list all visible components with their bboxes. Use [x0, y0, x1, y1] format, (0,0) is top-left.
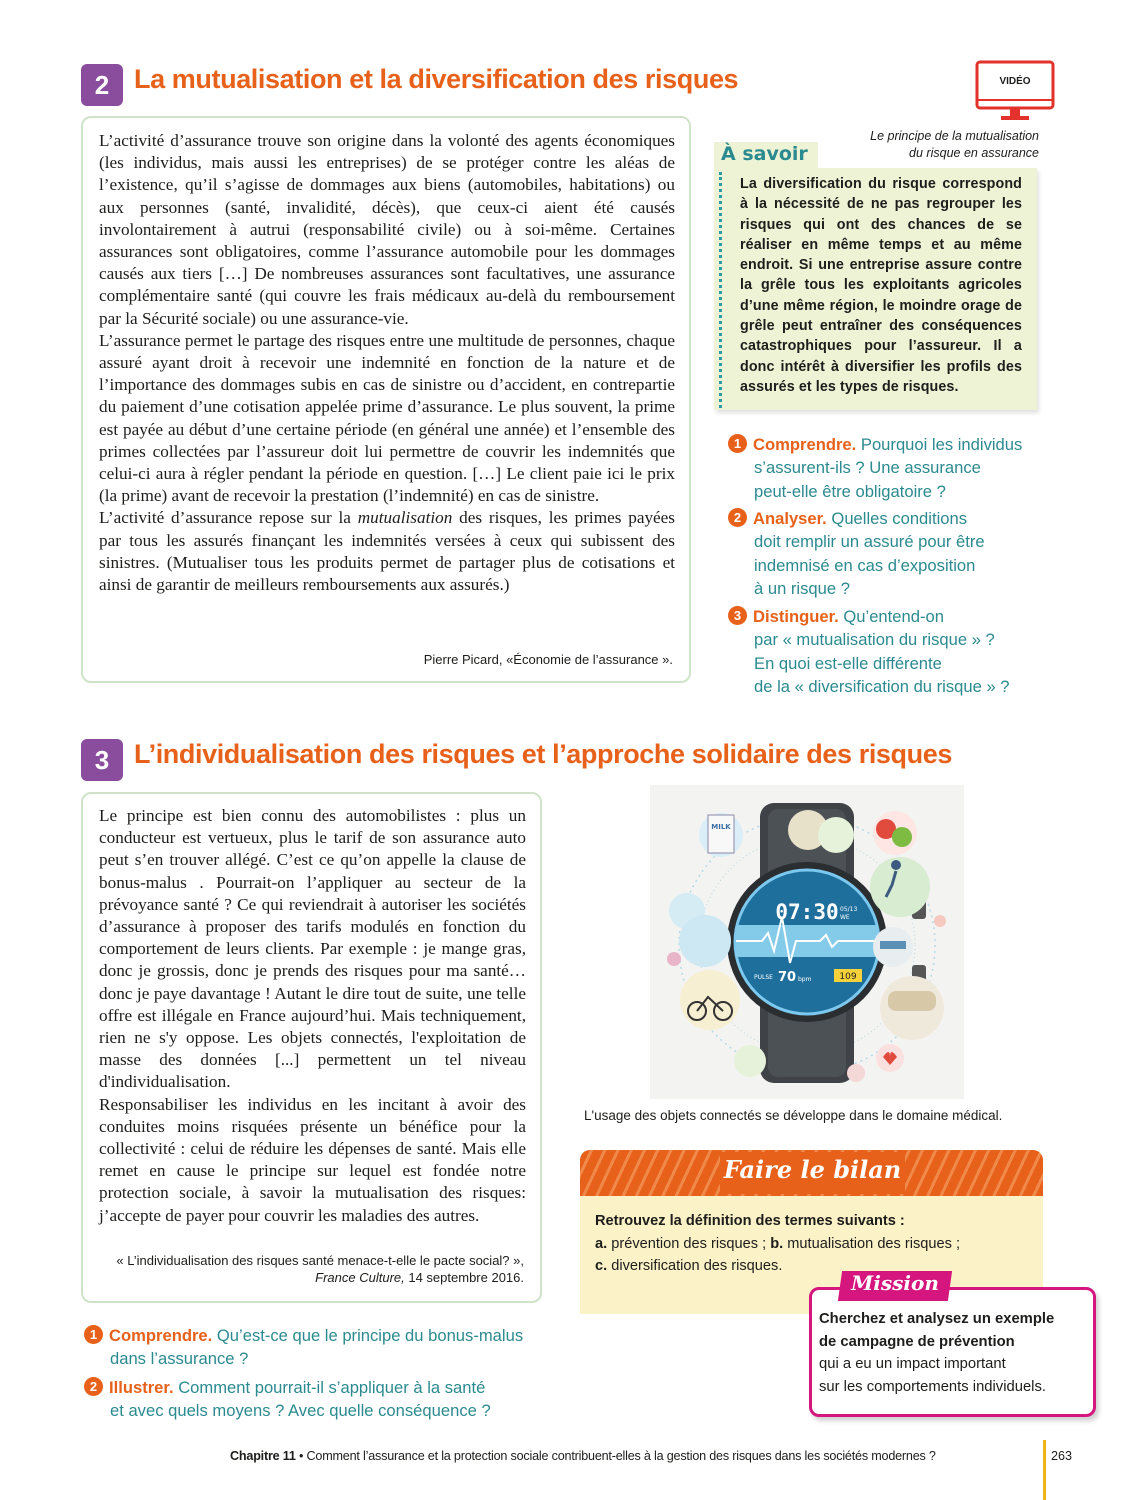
bilan-title: Faire le bilan [723, 1155, 902, 1184]
question-number: 1 [84, 1325, 103, 1344]
video-link[interactable] [975, 60, 1055, 124]
document-text [99, 130, 675, 596]
section-title: La mutualisation et la diversification des risques [134, 64, 739, 94]
question-number: 2 [728, 508, 747, 527]
watch-pulse-unit: bpm [798, 976, 812, 983]
document-box [81, 116, 691, 683]
question-number: 1 [728, 434, 747, 453]
image-caption: L'usage des objets connectés se développe dans le domaine médical. [584, 1108, 1003, 1123]
a-savoir-text: La diversification du risque correspond à la nécessité de ne pas regrouper les risques qui ont des chances de se réaliser en même temps et au même endroit. Si une entreprise assure contre la grêle tous les exploitants agricoles d’une même région, le moindre orage de grêle peut entraîner des conséquences catastrophiques pour l’assureur. Il a donc intérêt à diversifier les profils des assurés et les types de risques. [740, 176, 1022, 395]
question-2: 2 Illustrer. Comment pourrait-il s’appliquer à la santé et avec quels moyens ? Avec quelle conséquence ? [84, 1376, 554, 1423]
smartwatch-illustration [650, 785, 964, 1099]
paragraph: L’activité d’assurance repose sur la mutualisation des risques, les primes payées par tous les assurés finançant les indemnités versées à ceux qui subissent des sinistres. (Mutualiser tous les produits permet de partager plus de cotisations et ainsi de garantir de meilleurs remboursements aux assurés.) [99, 508, 675, 595]
paragraph: L’assurance permet le partage des risques entre une multitude de personnes, chaque assuré ayant droit à recevoir une indemnité en fonction de la nature et de l’importance des dommages subis en cas de sinistre ou d’accident, en contrepartie du paiement d’une cotisation appelée prime d’assurance. Le plus souvent, la prime est payée au début d’une certaine période (en général une année) et l’ensemble des primes collectées par l’assureur doit lui permettre de couvrir les indemnités que celui-ci aura à régler pendant la période en question. […] Le client paie ici le prix (la prime) avant de recevoir la prestation (l’indemnité) en cas de sinistre. [99, 330, 675, 506]
source-citation: « L’individualisation des risques santé menace-t-elle le pacte social? », France Culture, 14 septembre 2016. [116, 1253, 524, 1285]
section-title: L’individualisation des risques et l’approche solidaire des risques [134, 739, 952, 769]
video-label: VIDÉO [999, 76, 1031, 87]
page-number: 263 [1051, 1449, 1073, 1463]
footer-chapter: Chapitre 11 • Comment l’assurance et la protection sociale contribuent-elles à la gestion des risques dans les sociétés modernes ? [230, 1449, 936, 1463]
document-box [81, 792, 542, 1303]
question-3: 3 Distinguer. Qu’entend-on par « mutualisation du risque » ? En quoi est-elle différente de la « diversification du risque » ? [728, 605, 1048, 698]
paragraph: Responsabiliser les individus en les incitant à avoir des conduites moins risquées présente un bénéfice pour la collectivité : celui de réduire les dépenses de santé. Mais elle remet en cause le principe sur lequel est fondée notre protection sociale, à savoir la mutualisation des risques: j’accepte de payer pour couvrir les maladies des autres. [99, 1094, 526, 1225]
watch-pulse-label: PULSE [754, 974, 773, 981]
video-caption: Le principe de la mutualisation du risque en assurance [870, 129, 1039, 160]
footer-rule [1043, 1440, 1046, 1500]
question-number: 2 [84, 1377, 103, 1396]
mission-text: Cherchez et analysez un exemple de campagne de prévention qui a eu un impact important sur les comportements individuels. [819, 1311, 1055, 1395]
paragraph: L’activité d’assurance trouve son origine dans la volonté des agents économiques (les individus, mais aussi les entreprises) de se protéger contre les aléas de l’existence, qu’il s’agisse de dommages aux biens (automobiles, habitations) ou aux personnes (santé, invalidité, décès), que ceux-ci aient été causés involontairement à autrui (responsabilité civile) ou à soi-même. Certaines assurances sont obligatoires, comme l’assurance automobile pour les dommages causés aux tiers […] De nombreuses assurances sont facultatives, une assurance complémentaire santé (qui couvre les frais médicaux au-delà du remboursement par la Sécurité sociale) ou une assurance-vie. [99, 131, 675, 328]
section-number-badge: 3 [81, 739, 123, 781]
bilan-text: Retrouvez la définition des termes suivants : a. prévention des risques ; b. mutualisation des risques ; c. diversification des risques. [595, 1213, 961, 1274]
monitor-icon [975, 60, 1055, 124]
question-1: 1 Comprendre. Pourquoi les individus s’assurent-ils ? Une assurance peut-elle être obligatoire ? [728, 433, 1048, 503]
watch-steps: 109 [839, 972, 857, 982]
watch-day: WE [840, 914, 850, 921]
a-savoir-title: À savoir [721, 143, 808, 165]
watch-pulse: 70 [778, 970, 797, 985]
document-text [99, 805, 526, 1227]
question-number: 3 [728, 606, 747, 625]
question-1: 1 Comprendre. Qu’est-ce que le principe du bonus-malus dans l’assurance ? [84, 1324, 554, 1371]
mission-title: Mission [851, 1271, 939, 1295]
source-citation: Pierre Picard, «Économie de l’assurance ». [423, 652, 673, 667]
paragraph: Le principe est bien connu des automobilistes : plus un conducteur est vertueux, plus le tarif de son assurance auto peut s’en trouver allégé. C’est ce qu’on appelle la clause de bonus-malus . Pourrait-on l’appliquer au secteur de la prévoyance santé ? Ce qui reviendrait à autoriser les sociétés d’assurance à proposer des tarifs modulés en fonction du comportement de leurs clients. Par exemple : je mange gras, donc je grossis, donc je prends des risques pour ma santé…donc je paye davantage ! Autant le dire tout de suite, une telle offre est illégale en France aujourd’hui. Mais techniquement, rien ne s'y oppose. Les objets connectés, l'exploitation de masse des données [...] permettent un tel niveau d'individualisation. [99, 806, 526, 1092]
dotted-rule [719, 172, 722, 408]
question-2: 2 Analyser. Quelles conditions doit remplir un assuré pour être indemnisé en cas d’exposition à un risque ? [728, 507, 1048, 600]
watch-time: 07:30 [775, 900, 839, 924]
watch-date: 05/13 [840, 906, 858, 913]
milk-label: MILK [711, 823, 731, 831]
section-number-badge: 2 [81, 64, 123, 106]
